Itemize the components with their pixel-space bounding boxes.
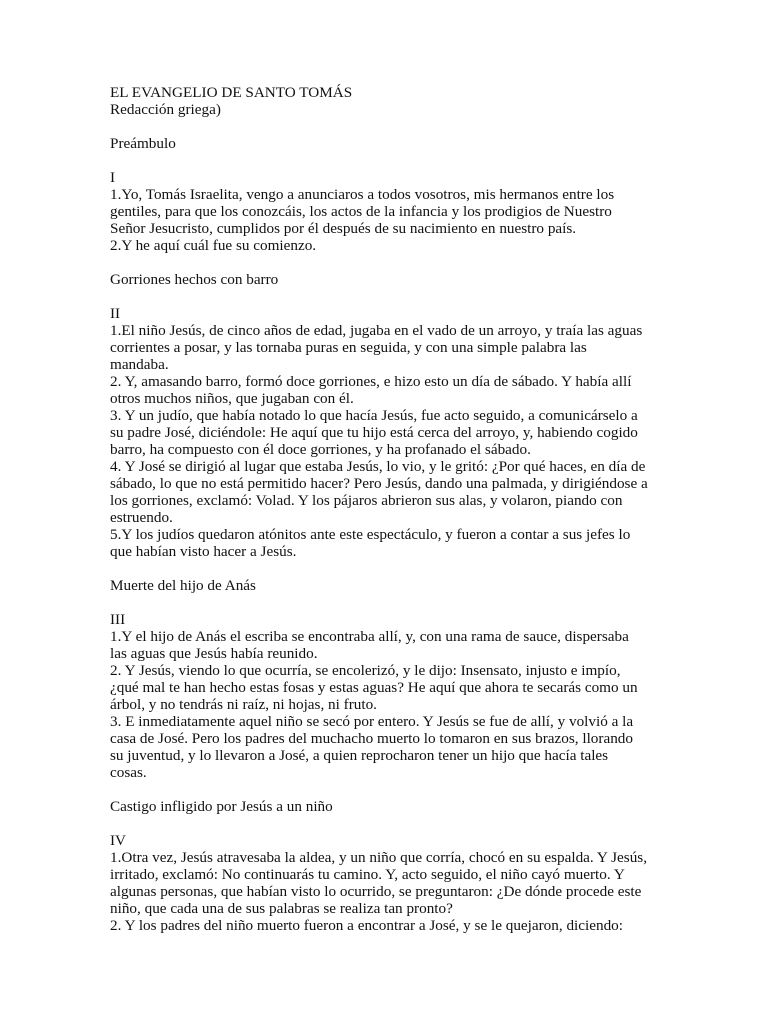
paragraph-line: algunas personas, que habían visto lo ocurrido, se preguntaron: ¿De dónde procede este bbox=[110, 883, 642, 900]
paragraph-line: cosas. bbox=[110, 764, 147, 781]
paragraph-line: 4. Y José se dirigió al lugar que estaba Jesús, lo vio, y le gritó: ¿Por qué haces, en día de bbox=[110, 458, 646, 475]
paragraph-line: 1.Otra vez, Jesús atravesaba la aldea, y un niño que corría, chocó en su espalda. Y Jesús, bbox=[110, 849, 647, 866]
spacer bbox=[110, 815, 660, 832]
document-page bbox=[110, 84, 660, 934]
paragraph-line: 2. Y, amasando barro, formó doce gorriones, e hizo esto un día de sábado. Y había allí bbox=[110, 373, 632, 390]
spacer bbox=[110, 152, 660, 169]
paragraph-line: su juventud, y lo llevaron a José, a quien reprocharon tener un hijo que hacía tales bbox=[110, 747, 609, 764]
paragraph-line: 3. Y un judío, que había notado lo que hacía Jesús, fue acto seguido, a comunicárselo a bbox=[110, 407, 638, 424]
spacer bbox=[110, 594, 660, 611]
paragraph-line: 2. Y Jesús, viendo lo que ocurría, se encolerizó, y le dijo: Insensato, injusto e impío, bbox=[110, 662, 621, 679]
section bbox=[110, 611, 660, 832]
section-numeral: III bbox=[110, 611, 126, 628]
section-heading: Castigo infligido por Jesús a un niño bbox=[110, 798, 333, 815]
paragraph-line: mandaba. bbox=[110, 356, 169, 373]
paragraph-line: sábado, lo que no está permitido hacer? Pero Jesús, dando una palmada, y dirigiéndose a bbox=[110, 475, 648, 492]
section-numeral: IV bbox=[110, 832, 127, 849]
spacer bbox=[110, 560, 660, 577]
paragraph-line: gentiles, para que los conozcáis, los actos de la infancia y los prodigios de Nuestro bbox=[110, 203, 612, 220]
section-heading: Gorriones hechos con barro bbox=[110, 271, 279, 288]
paragraph-line: 1.Yo, Tomás Israelita, vengo a anunciaros a todos vosotros, mis hermanos entre los bbox=[110, 186, 615, 203]
paragraph-line: las aguas que Jesús había reunido. bbox=[110, 645, 318, 662]
paragraph-line: 2. Y los padres del niño muerto fueron a encontrar a José, y se le quejaron, diciendo: bbox=[110, 917, 623, 934]
section-numeral: I bbox=[110, 169, 116, 186]
paragraph-line: barro, ha compuesto con él doce gorriones, y ha profanado el sábado. bbox=[110, 441, 531, 458]
document-title: EL EVANGELIO DE SANTO TOMÁS bbox=[110, 84, 353, 101]
paragraph-line: su padre José, diciéndole: He aquí que tu hijo está cerca del arroyo, y, habiendo cogido bbox=[110, 424, 638, 441]
paragraph-line: árbol, y no tendrás ni raíz, ni hojas, ni fruto. bbox=[110, 696, 377, 713]
document-subtitle: Redacción griega) bbox=[110, 101, 221, 118]
paragraph-line: 2.Y he aquí cuál fue su comienzo. bbox=[110, 237, 317, 254]
paragraph-line: casa de José. Pero los padres del muchacho muerto lo tomaron en sus brazos, llorando bbox=[110, 730, 633, 747]
paragraph-line: 1.Y el hijo de Anás el escriba se encontraba allí, y, con una rama de sauce, dispersaba bbox=[110, 628, 629, 645]
paragraph-line: los gorriones, exclamó: Volad. Y los pájaros abrieron sus alas, y volaron, piando con bbox=[110, 492, 623, 509]
section-numeral: II bbox=[110, 305, 121, 322]
spacer bbox=[110, 254, 660, 271]
spacer bbox=[110, 781, 660, 798]
section bbox=[110, 305, 660, 611]
paragraph-line: 1.El niño Jesús, de cinco años de edad, jugaba en el vado de un arroyo, y traía las aguas bbox=[110, 322, 643, 339]
sections-container bbox=[110, 169, 660, 934]
paragraph-line: corrientes a posar, y las tornaba puras en seguida, y con una simple palabra las bbox=[110, 339, 587, 356]
preamble-heading: Preámbulo bbox=[110, 135, 176, 152]
spacer bbox=[110, 288, 660, 305]
paragraph-line: estruendo. bbox=[110, 509, 173, 526]
section-heading: Muerte del hijo de Anás bbox=[110, 577, 256, 594]
paragraph-line: 5.Y los judíos quedaron atónitos ante este espectáculo, y fueron a contar a sus jefes lo bbox=[110, 526, 631, 543]
paragraph-line: que habían visto hacer a Jesús. bbox=[110, 543, 297, 560]
paragraph-line: ¿qué mal te han hecho estas fosas y estas aguas? He aquí que ahora te secarás como un bbox=[110, 679, 638, 696]
section bbox=[110, 169, 660, 305]
spacer bbox=[110, 118, 660, 135]
paragraph-line: otros muchos niños, que jugaban con él. bbox=[110, 390, 354, 407]
section bbox=[110, 832, 660, 934]
paragraph-line: Señor Jesucristo, cumplidos por él después de su nacimiento en nuestro país. bbox=[110, 220, 577, 237]
paragraph-line: irritado, exclamó: No continuarás tu camino. Y, acto seguido, el niño cayó muerto. Y bbox=[110, 866, 625, 883]
paragraph-line: 3. E inmediatamente aquel niño se secó por entero. Y Jesús se fue de allí, y volvió a la bbox=[110, 713, 634, 730]
paragraph-line: niño, que cada una de sus palabras se realiza tan pronto? bbox=[110, 900, 453, 917]
